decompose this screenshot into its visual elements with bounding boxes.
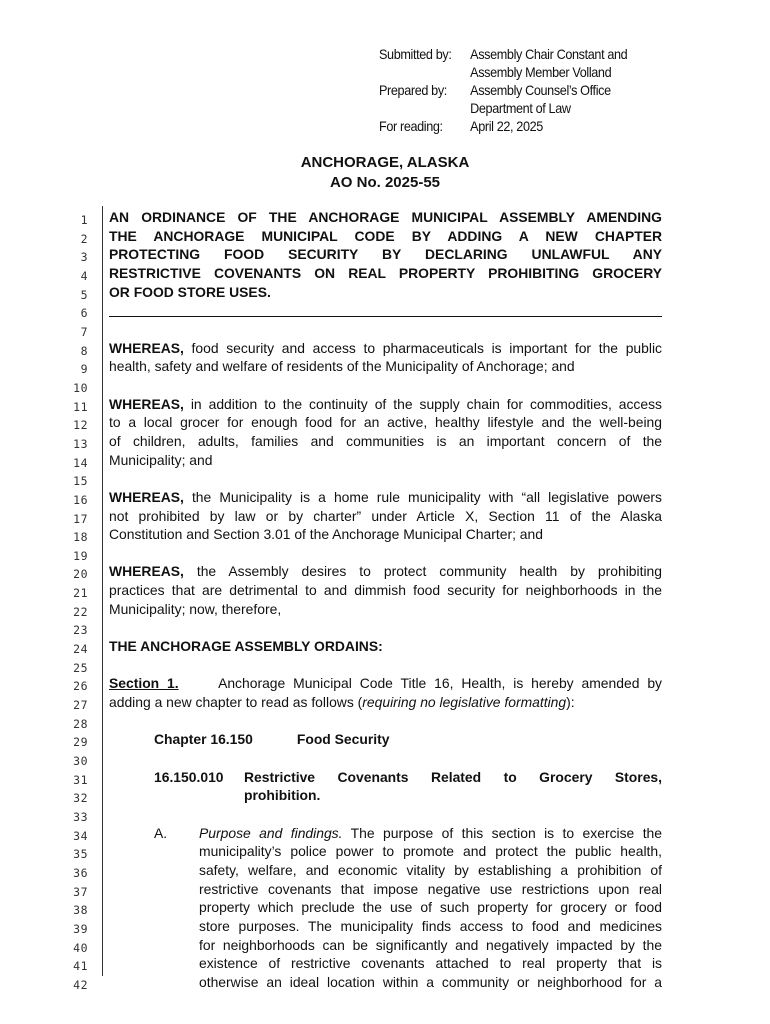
- subsection-heading: [109, 768, 662, 787]
- subsection-title: prohibition.: [244, 787, 321, 804]
- whereas-text: not prohibited by law or by charter” under Article X, Section 11 of the Alaska: [109, 507, 662, 524]
- whereas-keyword: WHEREAS,: [109, 563, 184, 580]
- paragraph-a-line: [109, 936, 662, 955]
- whereas-line: [109, 525, 662, 544]
- prepared-by-value-2: Department of Law: [470, 101, 571, 116]
- document-city-title: ANCHORAGE, ALASKA: [300, 154, 470, 171]
- caption-line: [109, 264, 662, 283]
- paragraph-letter: A.: [154, 824, 168, 841]
- whereas-text: to a local grocer for enough food for an active, healthy lifestyle and the well-being: [109, 414, 662, 431]
- whereas-keyword: WHEREAS,: [109, 339, 184, 356]
- whereas-keyword: WHEREAS,: [109, 488, 184, 505]
- section-text: Anchorage Municipal Code Title 16, Health, is hereby amended by: [218, 675, 662, 692]
- paragraph-text: safety, welfare, and economic vitality by establishing a prohibition of: [199, 861, 662, 878]
- caption-text: RESTRICTIVE COVENANTS ON REAL PROPERTY PROHIBITING GROCERY: [109, 264, 662, 281]
- line-number: 28: [73, 716, 88, 731]
- blank-line: [109, 656, 662, 675]
- line-number: 19: [73, 548, 88, 563]
- blank-line: [109, 301, 662, 320]
- section-italic-text: requiring no legislative formatting: [362, 694, 567, 711]
- paragraph-a-line: [109, 842, 662, 861]
- whereas-line: [109, 432, 662, 451]
- line-number: 37: [73, 884, 88, 899]
- line-number: 17: [73, 511, 88, 526]
- whereas-keyword: WHEREAS,: [109, 395, 184, 412]
- blank-line: [109, 805, 662, 824]
- line-number: 1: [80, 213, 88, 227]
- line-number: 36: [73, 865, 88, 880]
- paragraph-text: The purpose of this section is to exercise the: [342, 824, 663, 841]
- line-number: 25: [73, 660, 88, 675]
- line-number: 15: [73, 474, 88, 489]
- whereas-line: [109, 581, 662, 600]
- paragraph-a-text: [199, 824, 662, 843]
- submitted-by-row: [379, 46, 627, 64]
- paragraph-a-line: [109, 824, 662, 843]
- line-number: 2: [80, 231, 88, 246]
- whereas-text: practices that are detrimental to and dimmish food security for neighborhoods in the: [109, 582, 662, 599]
- paragraph-text: property which preclude the use of such property for grocery or food: [199, 899, 662, 916]
- ordains-heading: [109, 637, 662, 656]
- blank-line: [109, 376, 662, 395]
- whereas-text: the Municipality is a home rule municipality with “all legislative powers: [191, 488, 662, 505]
- paragraph-a-line: [109, 973, 662, 992]
- for-reading-label: For reading:: [379, 119, 443, 134]
- line-number: 11: [73, 399, 88, 414]
- prepared-by-label: Prepared by:: [379, 83, 447, 98]
- whereas-text: Municipality; now, therefore,: [109, 600, 282, 617]
- section-line: [109, 674, 662, 693]
- caption-line: [109, 245, 662, 264]
- submitted-by-row-2: [379, 64, 627, 82]
- whereas-line: [109, 395, 662, 414]
- caption-line: [109, 227, 662, 246]
- for-reading-date: April 22, 2025: [470, 119, 543, 134]
- whereas-line: [109, 488, 662, 507]
- line-number: 6: [80, 306, 88, 321]
- line-number: 22: [73, 604, 88, 619]
- prepared-by-value-1: Assembly Counsel’s Office: [470, 83, 611, 98]
- line-number: 21: [73, 586, 88, 601]
- line-number: 26: [73, 679, 88, 694]
- line-number: 30: [73, 754, 88, 769]
- paragraph-a-line: [109, 861, 662, 880]
- paragraph-italic-heading: Purpose and findings.: [199, 824, 343, 841]
- line-number: 10: [73, 380, 88, 395]
- paragraph-text: for neighborhoods can be significantly and negatively impacted by the: [199, 936, 662, 953]
- whereas-line: [109, 507, 662, 526]
- paragraph-text: restrictive covenants that impose negative use restrictions upon real: [199, 880, 662, 897]
- line-number: 35: [73, 847, 88, 862]
- meta-spacer: [379, 64, 470, 82]
- blank-line: [109, 712, 662, 731]
- line-number: 29: [73, 735, 88, 750]
- paragraph-a-line: [109, 954, 662, 973]
- caption-text: PROTECTING FOOD SECURITY BY DECLARING UNLAWFUL ANY: [109, 246, 662, 263]
- prepared-by-row-2: [379, 100, 627, 118]
- whereas-text: health, safety and welfare of residents of the Municipality of Anchorage; and: [109, 358, 575, 375]
- section-text: adding a new chapter to read as follows (: [109, 694, 363, 711]
- whereas-text: food security and access to pharmaceuticals is important for the public: [191, 339, 662, 356]
- line-number: 8: [80, 343, 88, 358]
- caption-line: [109, 208, 662, 227]
- subsection-title: Restrictive Covenants Related to Grocery Stores,: [244, 768, 662, 785]
- caption-text: THE ANCHORAGE MUNICIPAL CODE BY ADDING A NEW CHAPTER: [109, 227, 662, 244]
- whereas-line: [109, 562, 662, 581]
- ordinance-body: [109, 208, 662, 992]
- line-number: 39: [73, 921, 88, 936]
- line-number: 24: [73, 642, 88, 657]
- line-number: 18: [73, 530, 88, 545]
- paragraph-text: store purposes. The municipality finds access to food and medicines: [199, 917, 662, 934]
- meta-spacer: [379, 100, 470, 118]
- blank-line: [109, 320, 662, 339]
- line-number: 32: [73, 791, 88, 806]
- blank-line: [109, 544, 662, 563]
- paragraph-text: existence of restrictive covenants attached to real property that is: [199, 955, 662, 972]
- whereas-text: Constitution and Section 3.01 of the Anchorage Municipal Charter; and: [109, 526, 543, 543]
- whereas-line: [109, 339, 662, 358]
- caption-text: OR FOOD STORE USES.: [109, 283, 271, 300]
- subsection-number: 16.150.010: [154, 768, 224, 785]
- section-label: Section 1.: [109, 675, 179, 692]
- blank-line: [109, 749, 662, 768]
- whereas-line: [109, 357, 662, 376]
- line-number: 4: [80, 268, 88, 283]
- whereas-text: the Assembly desires to protect community health by prohibiting: [196, 563, 662, 580]
- caption-line: [109, 283, 662, 302]
- line-number: 7: [80, 324, 88, 339]
- submitted-by-value-2: Assembly Member Volland: [470, 65, 612, 80]
- ordinance-number: AO No. 2025-55: [329, 174, 441, 191]
- line-numbers: [50, 211, 88, 995]
- whereas-text: of children, adults, families and communities is an important concern of the: [109, 432, 662, 449]
- for-reading-row: [379, 118, 627, 136]
- chapter-number: Chapter 16.150: [154, 731, 253, 748]
- line-number: 27: [73, 698, 88, 713]
- line-number: 38: [73, 903, 88, 918]
- blank-line: [109, 618, 662, 637]
- whereas-line: [109, 600, 662, 619]
- chapter-heading: [109, 730, 662, 749]
- submission-info: [379, 46, 627, 136]
- whereas-text: in addition to the continuity of the supply chain for commodities, access: [190, 395, 662, 412]
- line-number: 23: [73, 623, 88, 638]
- line-number: 13: [73, 436, 88, 451]
- line-number-rule: [102, 206, 103, 976]
- paragraph-a-line: [109, 880, 662, 899]
- line-number: 33: [73, 810, 88, 824]
- ordains-text: THE ANCHORAGE ASSEMBLY ORDAINS:: [109, 638, 383, 655]
- line-number: 40: [73, 940, 88, 955]
- line-number: 3: [80, 250, 88, 265]
- line-number: 16: [73, 492, 88, 507]
- blank-line: [109, 469, 662, 488]
- line-number: 41: [73, 959, 88, 974]
- paragraph-a-line: [109, 917, 662, 936]
- section-line: [109, 693, 662, 712]
- prepared-by-row: [379, 82, 627, 100]
- subsection-heading-cont: [109, 786, 662, 805]
- whereas-line: [109, 451, 662, 470]
- line-number: 34: [73, 828, 88, 843]
- submitted-by-value-1: Assembly Chair Constant and: [470, 47, 628, 62]
- line-number: 9: [80, 362, 88, 377]
- line-number: 12: [73, 418, 88, 433]
- submitted-by-label: Submitted by:: [379, 47, 452, 62]
- line-number: 31: [73, 772, 88, 787]
- paragraph-text: municipality’s police power to promote and protect the public health,: [199, 843, 662, 860]
- whereas-line: [109, 413, 662, 432]
- caption-text: AN ORDINANCE OF THE ANCHORAGE MUNICIPAL ASSEMBLY AMENDING: [109, 209, 662, 225]
- paragraph-a-line: [109, 898, 662, 917]
- line-number: 42: [73, 977, 88, 992]
- line-number: 14: [73, 455, 88, 470]
- section-text: ):: [566, 694, 575, 711]
- whereas-text: Municipality; and: [109, 451, 213, 468]
- chapter-name: Food Security: [296, 731, 390, 748]
- paragraph-text: otherwise an ideal location within a community or neighborhood for a: [199, 973, 662, 990]
- line-number: 5: [80, 287, 88, 302]
- line-number: 20: [73, 567, 88, 582]
